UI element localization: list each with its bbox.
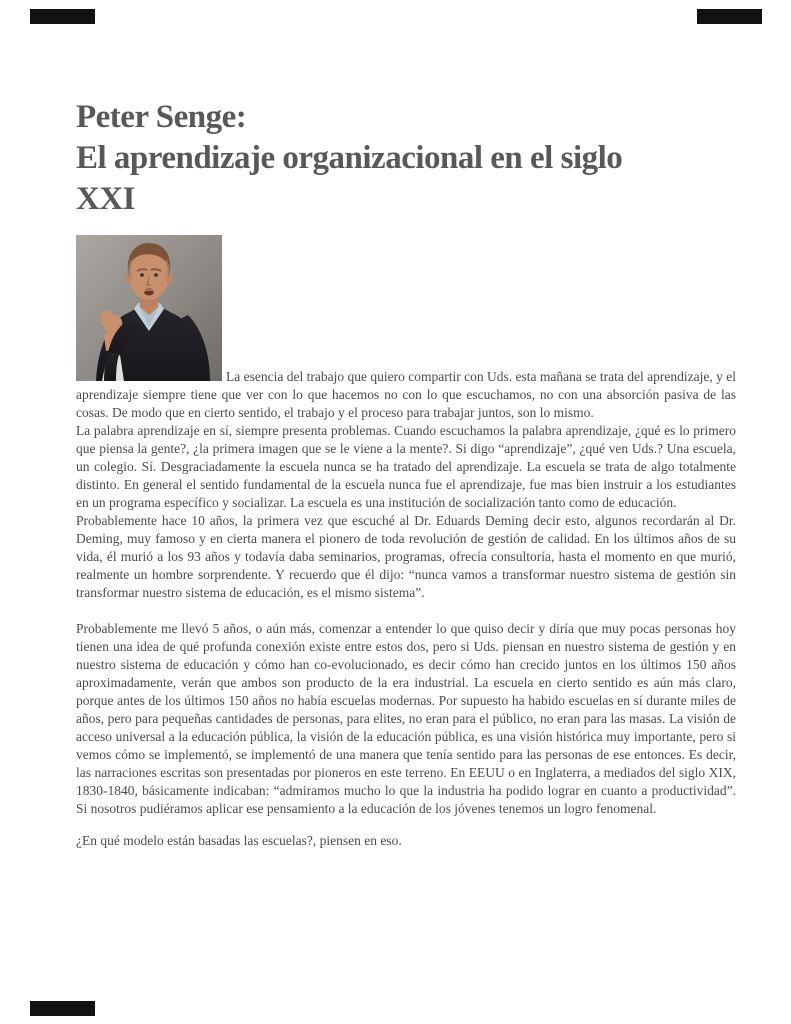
body-paragraph-1: [76, 235, 736, 422]
article-body: [76, 235, 736, 850]
body-paragraph-2: La palabra aprendizaje en sí, siempre presenta problemas. Cuando escuchamos la palabra aprendizaje, ¿qué es lo primero que piensa la gente?, ¿la primera imagen que se le viene a la mente?. Si digo “aprendizaje”, ¿qué ven Uds.? Una escuela, un colegio. Sí. Desgraciadamente la escuela nunca se ha tratado del aprendizaje. La escuela se trata de algo totalmente distinto. En general el sentido fundamental de la escuela nunca fue el aprendizaje, fue mas bien instruir a los estudiantes en un programa específico y socializar. La escuela es una institución de socialización tanto como de educación.: [76, 423, 736, 510]
body-paragraph-5: ¿En qué modelo están basadas las escuelas?, piensen en eso.: [76, 833, 402, 848]
title-line-1: Peter Senge:: [76, 99, 247, 135]
peter-senge-photo: [76, 235, 222, 381]
article: [76, 0, 736, 850]
title-line-3: XXI: [76, 181, 136, 217]
title-line-2: El aprendizaje organizacional en el siglo: [76, 140, 623, 176]
page-title: [76, 97, 736, 220]
footer-redaction-left: [30, 1001, 95, 1016]
body-paragraph-4: Probablemente me llevó 5 años, o aún más, comenzar a entender lo que quiso decir y diría que muy pocas personas hoy tienen una idea de qué profunda conexión existe entre estos dos, pero si Uds. piensan en nuestro sistema de gestión y en nuestro sistema de educación y cómo han co-evolucionado, es decir cómo han crecido juntos en los últimos 150 años aproximadamente, verán que ambos son producto de la era industrial. La escuela en cierto sentido es aún más claro, porque antes de los últimos 150 años no había escuelas modernas. Por supuesto ha habido escuelas en sí durante miles de años, pero para pequeñas cantidades de personas, para elites, no eran para el público, no eran para las masas. La visión de acceso universal a la educación pública, la visión de la educación pública, es una visión histórica muy importante, pero si vemos cómo se implementó, se implementó de una manera que tenía sentido para las personas de ese entonces. Es decir, las narraciones escritas son presentadas por pioneros en este terreno. En EEUU o en Inglaterra, a mediados del siglo XIX, 1830-1840, básicamente indicaban: “admiramos mucho lo que la industria ha podido lograr en cuanto a productividad”. Si nosotros pudiéramos aplicar ese pensamiento a la educación de los jóvenes tenemos un logro fenomenal.: [76, 621, 736, 816]
paragraph-text: La esencia del trabajo que quiero compartir con Uds. esta mañana se trata del aprendizaje, y el aprendizaje siempre tiene que ver con lo que hacemos no con lo que escuchamos, no con una absorción pasiva de las cosas. De modo que en cierto sentido, el trabajo y el proceso para trabajar juntos, son lo mismo.: [76, 369, 736, 420]
body-paragraph-3: Probablemente hace 10 años, la primera vez que escuché al Dr. Eduards Deming decir esto, algunos recordarán al Dr. Deming, muy famoso y en cierta manera el pionero de toda revolución de gestión de calidad. En los últimos años de su vida, él murió a los 93 años y todavía daba seminarios, programas, ofrecía consultoría, hasta el momento en que murió, realmente un hombre sorprendente. Y recuerdo que él dijo: “nunca vamos a transformar nuestro sistema de gestión sin transformar nuestro sistema de educación, es el mismo sistema”.: [76, 513, 736, 600]
